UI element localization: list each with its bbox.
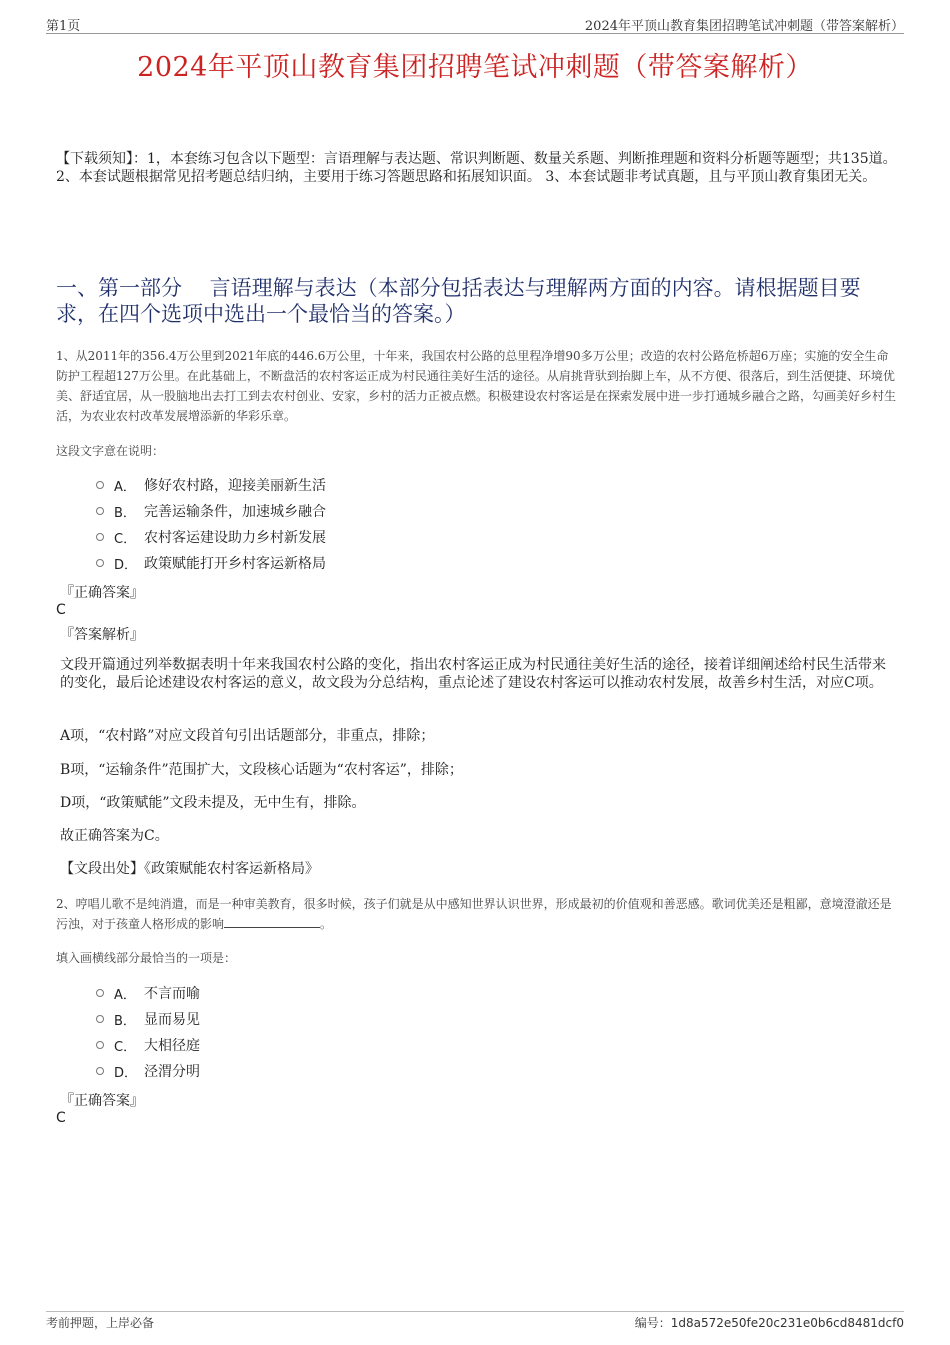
option-text: 完善运输条件，加速城乡融合 [144,504,326,520]
question-1-prompt: 这段文字意在说明： [56,444,165,458]
option-text: 农村客运建设助力乡村新发展 [144,530,326,546]
radio-icon[interactable] [96,1015,104,1023]
option-b[interactable] [96,1006,200,1032]
option-c[interactable] [96,524,326,550]
option-text: 修好农村路，迎接美丽新生活 [144,478,326,494]
analysis-option-d: D项，“政策赋能”文段未提及，无中生有，排除。 [60,795,366,811]
page-title: 2024年平顶山教育集团招聘笔试冲刺题（带答案解析） [137,52,813,83]
radio-icon[interactable] [96,481,104,489]
question-1-text: 1、从2011年的356.4万公里到2021年底的446.6万公里，十年来，我国农村公路的总里程净增90多万公里；改造的农村公路危桥超6万座；实施的安全生命防护工程超127万公里。在此基础上，不断盘活的农村客运正成为村民通往美好生活的途径。从肩挑背驮到抬脚上车，从不方便、很落后，到生活便捷、环境优美、舒适宜居，从一股脑地出去打工到去农村创业、安家，乡村的活力正被点燃。积极建设农村客运是在探索发展中进一步打通城乡融合之路，勾画美好乡村生活，为农业农村改革发展增添新的华彩乐章。 [56,349,897,423]
question-2-text [56,894,896,934]
header-divider [46,33,904,34]
option-letter: A． [114,479,136,495]
radio-icon[interactable] [96,989,104,997]
footer-slogan: 考前押题，上岸必备 [46,1316,155,1330]
download-notice: 【下载须知】：1，本套练习包含以下题型：言语理解与表达题、常识判断题、数量关系题、判断推理题和资料分析题等题型；共135道。 2、本套试题根据常见招考题总结归纳，主要用于练习答题思路和拓展知识面。 3、本套试题非考试真题，且与平顶山教育集团无关。 [56,151,897,185]
footer-code-label: 编号： [634,1316,671,1330]
analysis-conclusion: 故正确答案为C。 [60,828,169,844]
correct-answer-label: 『正确答案』 [60,585,144,601]
option-letter: D． [114,1065,138,1081]
option-letter: A． [114,987,136,1003]
fill-blank [224,915,320,928]
radio-icon[interactable] [96,1041,104,1049]
radio-icon[interactable] [96,507,104,515]
analysis-option-b: B项，“运输条件”范围扩大，文段核心话题为“农村客运”，排除； [60,762,463,778]
option-a[interactable] [96,980,200,1006]
option-letter: C． [114,531,137,547]
footer-code [635,1314,904,1331]
question-2-options [96,980,200,1084]
header-page-number: 第1页 [46,19,81,34]
option-letter: B． [114,1013,136,1029]
option-d[interactable] [96,1058,200,1084]
correct-answer: C [56,602,66,618]
header-doc-title: 2024年平顶山教育集团招聘笔试冲刺题（带答案解析） [584,19,904,34]
option-text: 政策赋能打开乡村客运新格局 [144,556,326,572]
option-d[interactable] [96,550,326,576]
analysis-label: 『答案解析』 [60,627,144,643]
option-text: 大相径庭 [144,1038,200,1054]
analysis-option-a: A项，“农村路”对应文段首句引出话题部分，非重点，排除； [60,728,435,744]
footer-divider [46,1311,904,1312]
question-1-options [96,472,326,576]
radio-icon[interactable] [96,559,104,567]
option-text: 不言而喻 [144,986,200,1002]
option-text: 泾渭分明 [144,1064,200,1080]
footer-code-value: 1d8a572e50fe20c231e0b6cd8481dcf0 [670,1316,904,1330]
option-letter: D． [114,557,138,573]
passage-source: 【文段出处】《政策赋能农村客运新格局》 [60,861,319,877]
radio-icon[interactable] [96,533,104,541]
option-text: 显而易见 [144,1012,200,1028]
question-2-text-after: 。 [320,917,333,931]
option-b[interactable] [96,498,326,524]
section-heading: 一、第一部分 言语理解与表达（本部分包括表达与理解两方面的内容。请根据题目要求，在四个选项中选出一个最恰当的答案。） [56,276,861,326]
analysis-paragraph: 文段开篇通过列举数据表明十年来我国农村公路的变化，指出农村客运正成为村民通往美好生活的途径，接着详细阐述给村民生活带来的变化，最后论述建设农村客运的意义，故文段为分总结构，重点论述了建设农村客运可以推动农村发展，故善乡村生活，对应C项。 [60,657,886,691]
option-letter: C． [114,1039,137,1055]
radio-icon[interactable] [96,1067,104,1075]
correct-answer-label: 『正确答案』 [60,1093,144,1109]
option-letter: B． [114,505,136,521]
question-2-text-before: 2、哼唱儿歌不是纯消遣，而是一种审美教育，很多时候，孩子们就是从中感知世界认识世界，形成最初的价值观和善恶感。歌词优美还是粗鄙，意境澄澈还是污浊，对于孩童人格形成的影响 [56,897,892,931]
correct-answer: C [56,1110,66,1126]
option-c[interactable] [96,1032,200,1058]
option-a[interactable] [96,472,326,498]
question-2-prompt: 填入画横线部分最恰当的一项是： [56,951,237,965]
